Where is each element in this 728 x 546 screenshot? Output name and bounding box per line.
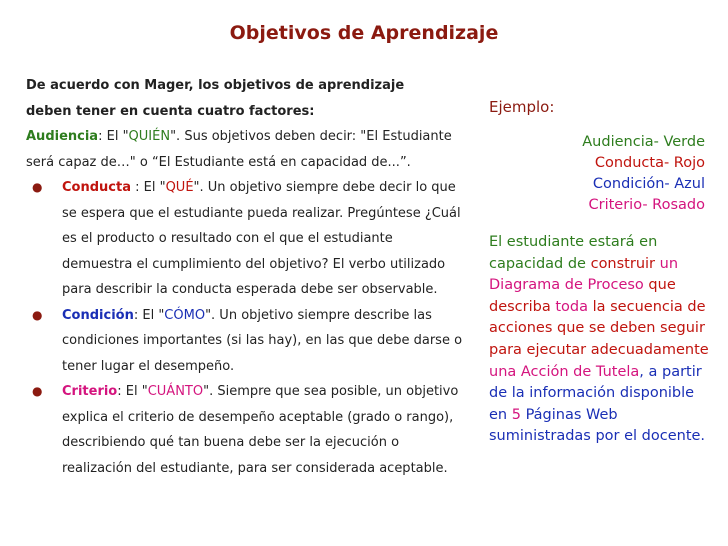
example-part: un Diagrama de Proceso	[489, 255, 679, 294]
factor-criterio	[26, 379, 466, 481]
condicion-keyword: CÓMO	[164, 307, 206, 323]
factors-section	[26, 73, 466, 481]
condicion-text: ". Un objetivo siempre describe las condiciones importantes (si las hay), en las que debe darse o tener lugar el desempeño.	[62, 307, 463, 374]
example-part: Páginas Web suministradas por el docente.	[489, 406, 706, 445]
example-part: describa	[489, 298, 551, 315]
page-title: Objetivos de Aprendizaje	[229, 22, 499, 44]
conducta-term: Conducta	[62, 180, 131, 195]
bullet-icon: ●	[32, 307, 43, 322]
example-part: la secuencia de acciones que se deben seguir para ejecutar adecuadamente	[489, 298, 709, 358]
factor-conducta	[26, 175, 466, 303]
legend-audiencia: Audiencia- Verde	[582, 134, 705, 150]
audiencia-pre: : El "	[98, 129, 129, 144]
example-part: toda	[555, 298, 588, 315]
legend-criterio: Criterio- Rosado	[588, 197, 705, 213]
legend-condicion: Condición- Azul	[592, 176, 705, 192]
criterio-text: ". Siempre que sea posible, un objetivo explica el criterio de desempeño aceptable (grado o rango), describiendo qué tan buena debe ser la ejecución o realización del estudiante, para ser considerada aceptable.	[62, 384, 459, 476]
factor-condicion	[26, 303, 466, 380]
intro-line-1: De acuerdo con Mager, los objetivos de aprendizaje	[26, 78, 405, 93]
example-part: El estudiante estará en capacidad de	[489, 234, 658, 272]
legend-conducta: Conducta- Rojo	[594, 155, 705, 171]
criterio-keyword: CUÁNTO	[147, 384, 204, 399]
example-section	[489, 98, 709, 448]
condicion-pre: : El "	[133, 307, 165, 323]
factor-list	[26, 175, 466, 481]
condicion-term: Condición	[62, 307, 134, 323]
audiencia-paragraph	[26, 124, 466, 175]
color-legend	[489, 132, 709, 216]
conducta-pre: : El "	[130, 180, 166, 195]
bullet-icon: ●	[32, 384, 43, 398]
example-part: construir	[590, 255, 656, 272]
conducta-keyword: QUÉ	[165, 180, 194, 195]
bullet-icon: ●	[32, 180, 43, 194]
audiencia-keyword: QUIÉN	[128, 129, 171, 144]
example-part: una Acción de Tutela	[489, 363, 640, 380]
example-objective	[489, 232, 709, 448]
example-part: 5	[511, 406, 521, 423]
audiencia-text: ". Sus objetivos deben decir: "El Estudiante será capaz de…" o “El Estudiante está en capacidad de...”.	[26, 129, 452, 170]
conducta-text: ". Un objetivo siempre debe decir lo que se espera que el estudiante pueda realizar. Pregúntese ¿Cuál es el producto o resultado con el que el estudiante demuestra el cumplimiento del objetivo? El verbo utilizado para describir la conducta esperada debe ser observable.	[62, 180, 461, 297]
example-part: , a partir de la información disponible en	[489, 363, 702, 423]
example-part: que	[643, 277, 676, 294]
intro-line-2: deben tener en cuenta cuatro factores:	[26, 103, 315, 119]
criterio-pre: : El "	[117, 384, 148, 399]
criterio-term: Criterio	[62, 384, 118, 399]
audiencia-term: Audiencia	[26, 129, 99, 144]
example-label: Ejemplo:	[489, 98, 555, 116]
